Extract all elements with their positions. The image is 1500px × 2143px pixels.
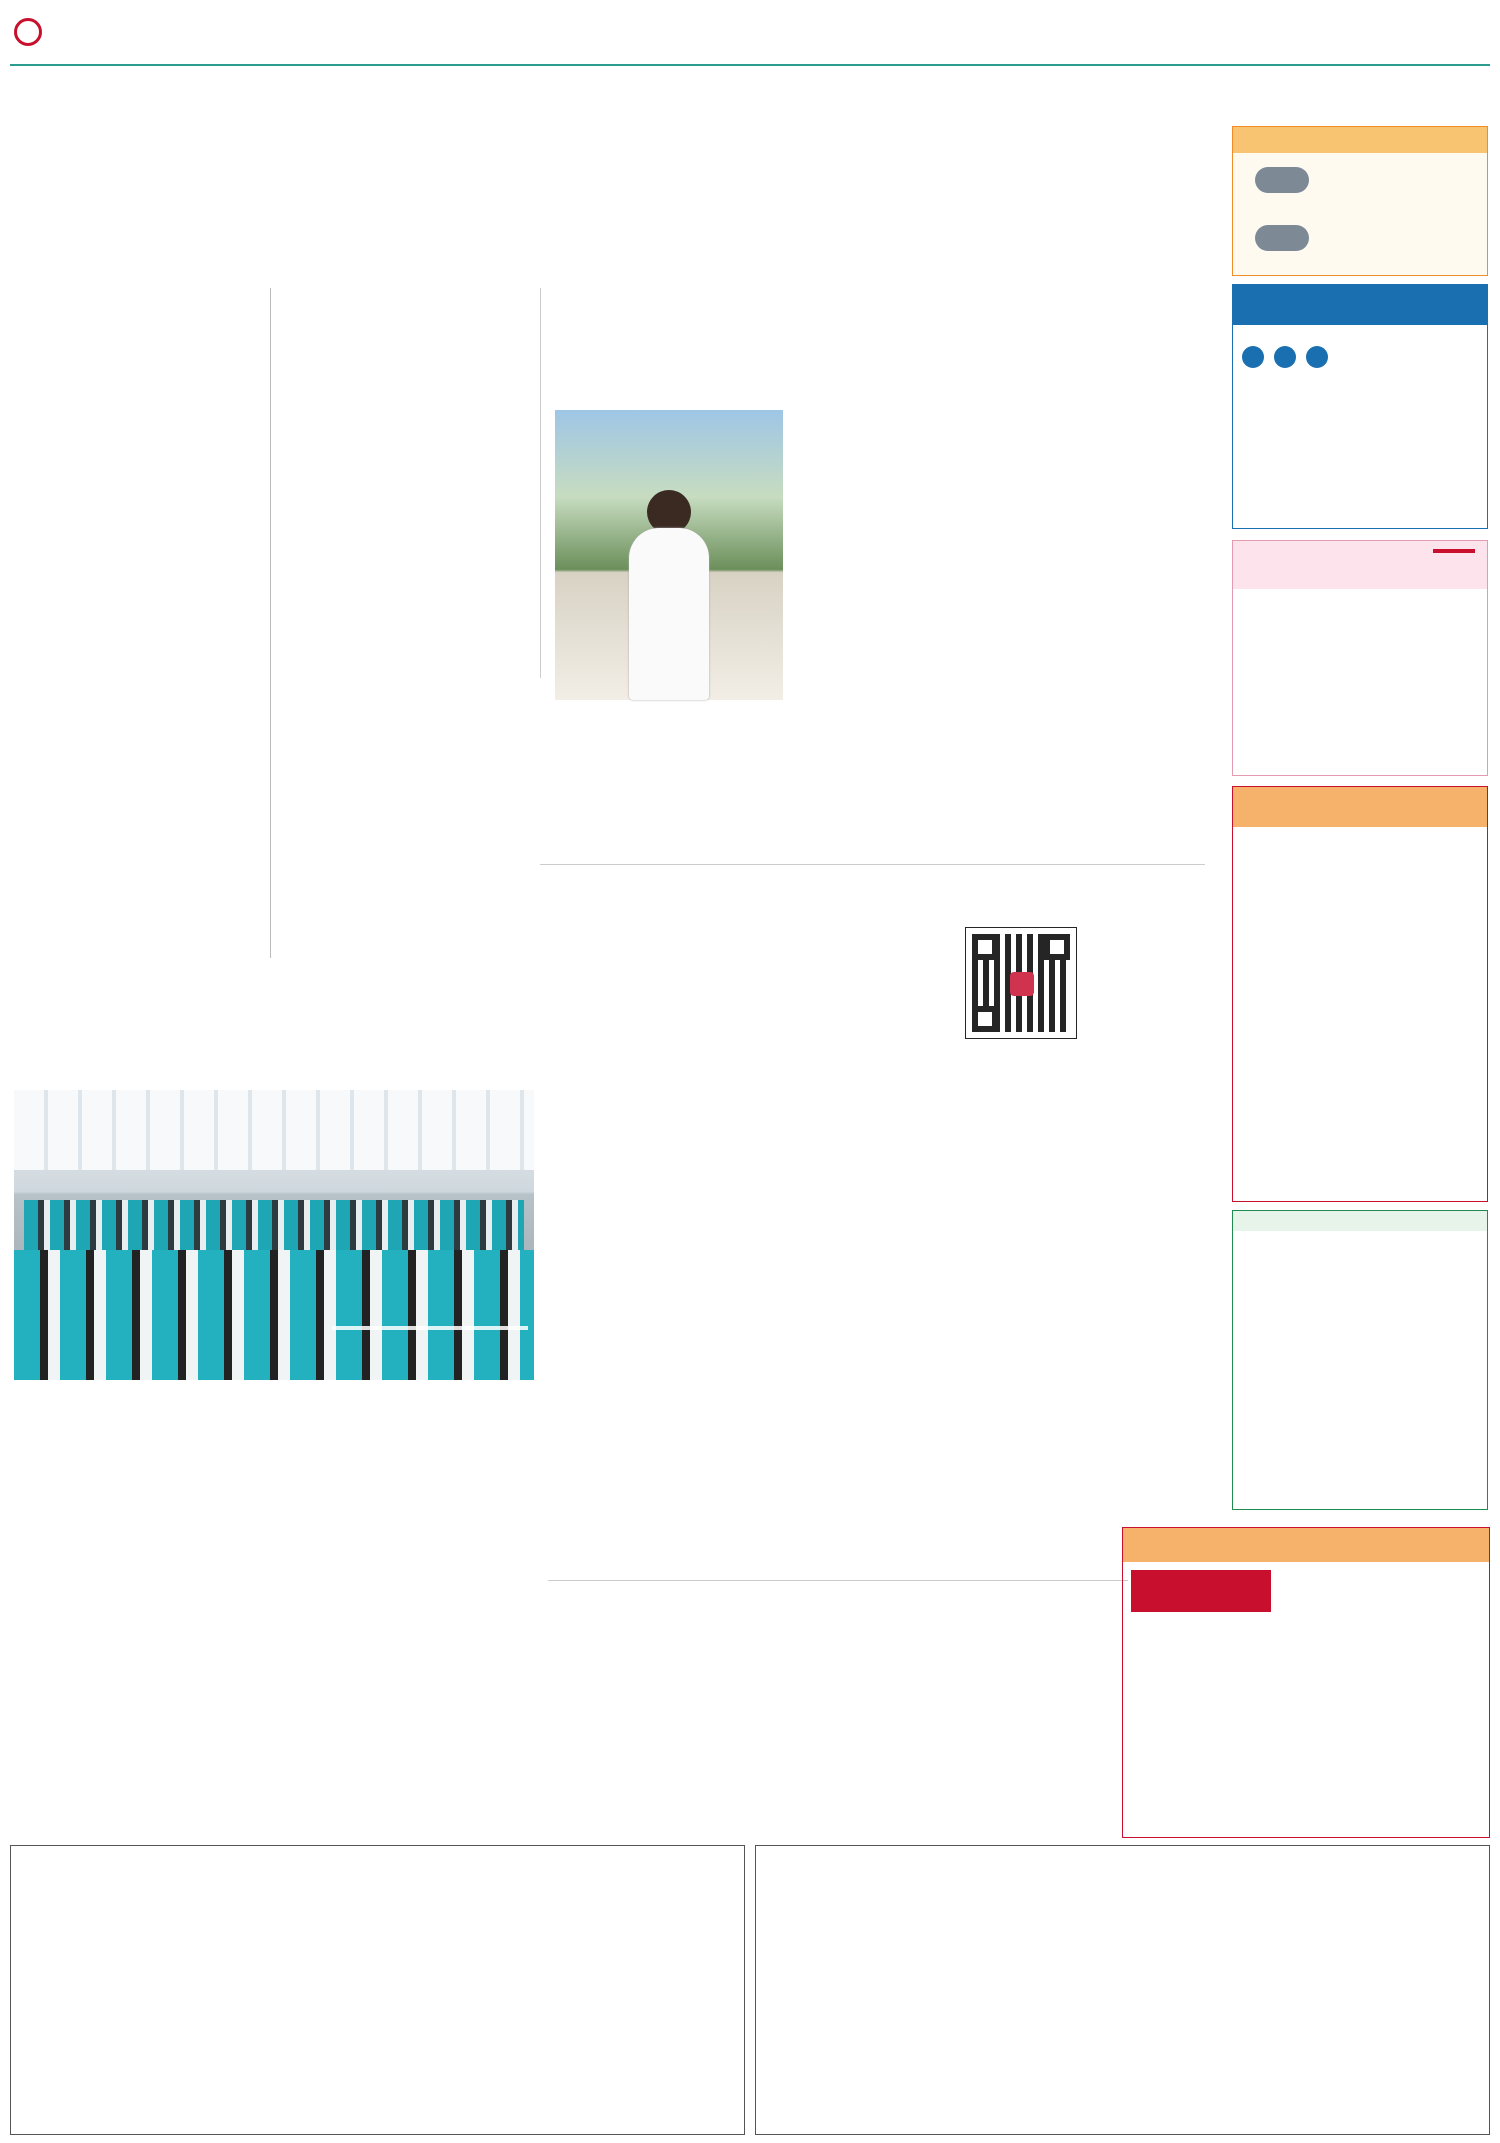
veg-price-box <box>1232 1210 1488 1510</box>
bike-photo <box>14 1090 534 1380</box>
weather-title <box>1233 127 1487 153</box>
classified-title <box>1131 1570 1271 1612</box>
ebike-column-2 <box>768 1160 978 1564</box>
student-photo <box>555 410 783 700</box>
3d-ball <box>1306 346 1328 368</box>
happy8-box <box>1232 540 1488 776</box>
ssq-box <box>1232 786 1488 1202</box>
lead-column-2 <box>276 288 526 963</box>
student-story-box <box>540 288 1205 678</box>
story-column-3 <box>1003 410 1203 806</box>
ebike-column-3 <box>988 1160 1198 1564</box>
gdi-column-1 <box>548 924 748 1154</box>
student-dress <box>629 528 709 700</box>
land-notice-2 <box>755 1845 1490 2135</box>
lottery-3d-box <box>1232 284 1488 529</box>
gdi-headline <box>540 864 1205 869</box>
happy8-header <box>1233 541 1487 589</box>
weather-box <box>1232 126 1488 276</box>
ebike-column-1 <box>548 1160 758 1564</box>
bike-photo-caption <box>332 1326 528 1330</box>
masthead-rule <box>10 64 1490 66</box>
land-notice-1 <box>10 1845 745 2135</box>
lead-column-1 <box>14 288 264 963</box>
rail-column-3 <box>976 1630 1106 1826</box>
newspaper-logo <box>14 10 44 57</box>
happy8-notice <box>1433 549 1475 553</box>
classified-box <box>1122 1527 1490 1838</box>
ssq-header <box>1233 787 1487 827</box>
cloud-rain-icon <box>1255 225 1309 251</box>
gdi-column-2 <box>756 924 956 1154</box>
bike-column-1 <box>14 1440 269 1666</box>
divider <box>270 288 271 958</box>
rail-column-2 <box>762 1630 967 1826</box>
3d-ball <box>1274 346 1296 368</box>
story-column-1 <box>555 706 783 806</box>
masthead <box>0 0 1500 72</box>
cloud-rain-icon <box>1255 167 1309 193</box>
lottery-3d-title <box>1233 285 1487 325</box>
classified-banner <box>1123 1528 1489 1562</box>
story-column-2 <box>793 410 993 806</box>
lottery-3d-numbers <box>1239 343 1483 377</box>
veg-header <box>1233 1211 1487 1231</box>
bike-column-2 <box>279 1440 534 1666</box>
rail-column-1 <box>548 1630 753 1826</box>
3d-ball <box>1242 346 1264 368</box>
gdi-qr-code[interactable] <box>966 928 1076 1038</box>
rail-headline <box>548 1580 1128 1587</box>
logo-icon <box>14 18 42 46</box>
